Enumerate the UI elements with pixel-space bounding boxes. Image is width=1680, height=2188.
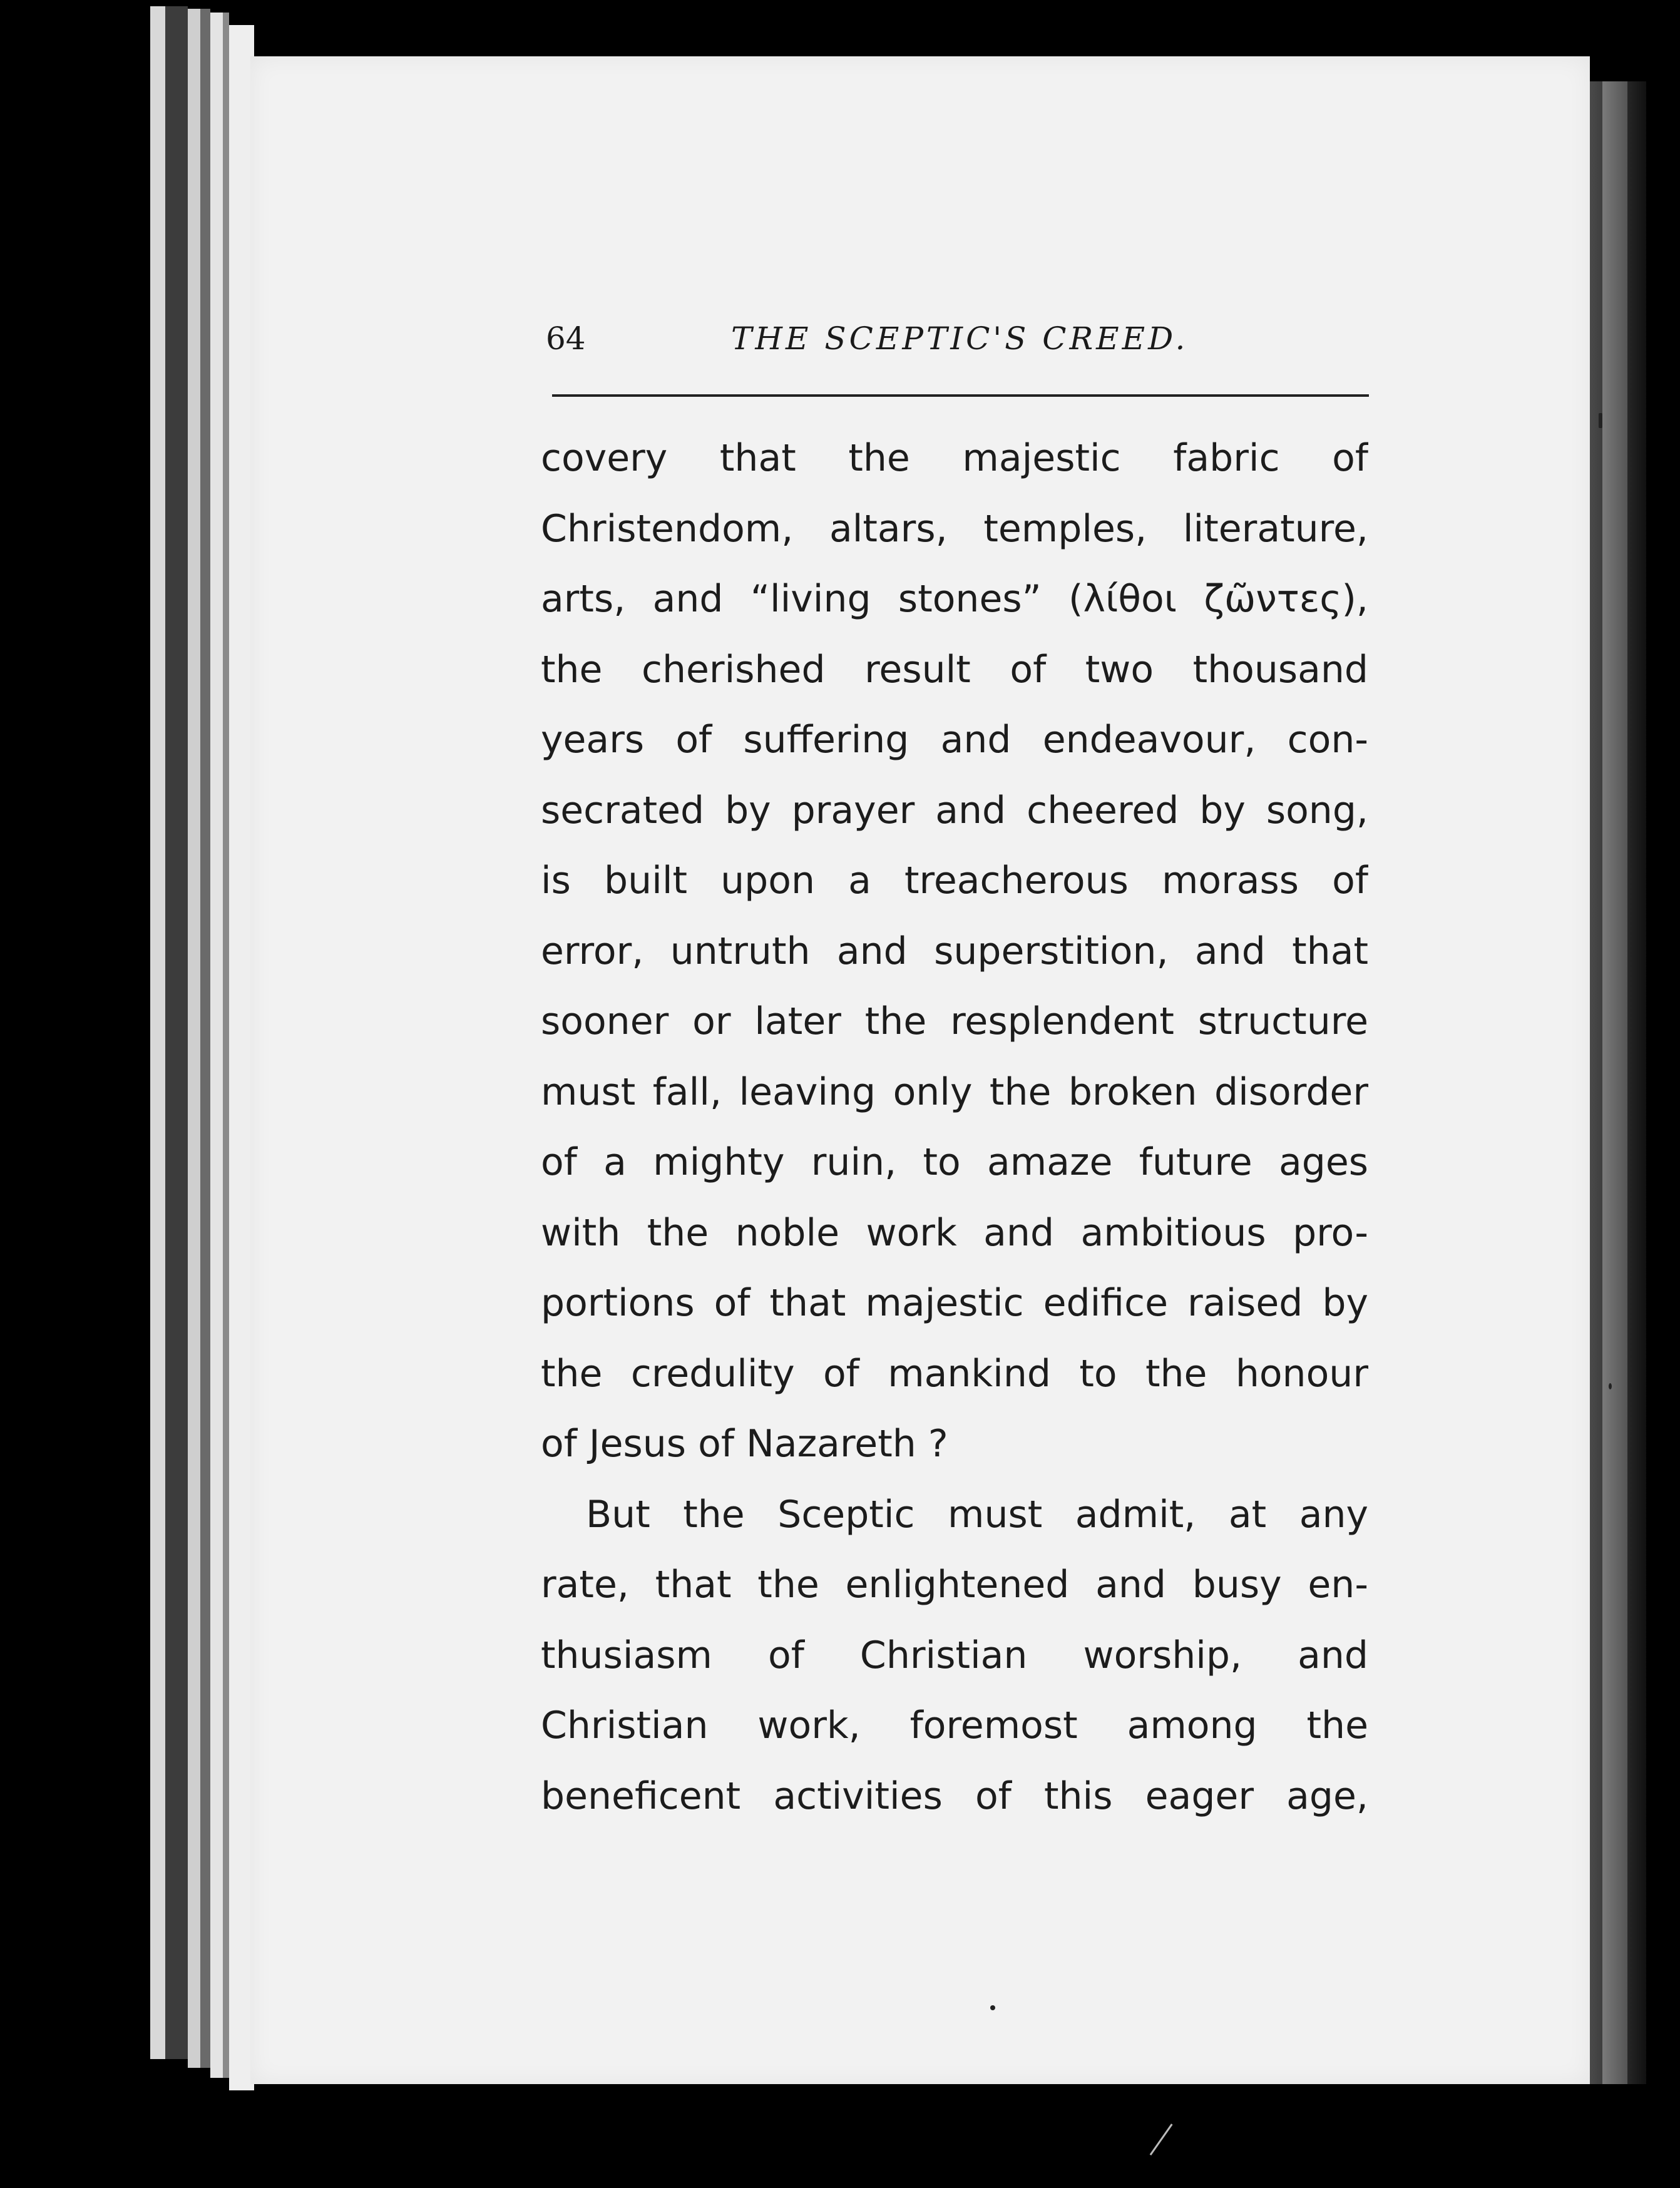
text-line: arts, and “living stones” (λίθοι ζῶντες), xyxy=(541,577,1368,621)
text-line: of a mighty ruin, to amaze future ages xyxy=(541,1140,1368,1184)
scan-speck xyxy=(1609,1383,1612,1389)
scan-speck xyxy=(990,2005,995,2010)
text-line: error, untruth and superstition, and that xyxy=(541,929,1368,973)
text-line: thusiasm of Christian worship, and xyxy=(541,1633,1368,1677)
right-page-edge xyxy=(1602,81,1627,2084)
scan-artifact xyxy=(1150,2124,1194,2170)
running-head: THE SCEPTIC'S CREED. xyxy=(731,320,1189,357)
page-edge xyxy=(210,13,223,2078)
paragraph-start-line: But the Sceptic must admit, at any xyxy=(586,1492,1368,1536)
scan-speck xyxy=(1599,413,1602,428)
text-line: covery that the majestic fabric of xyxy=(541,436,1368,480)
text-line: with the noble work and ambitious pro- xyxy=(541,1210,1368,1255)
paragraph-end-line: of Jesus of Nazareth ? xyxy=(541,1422,948,1466)
text-line: secrated by prayer and cheered by song, xyxy=(541,788,1368,832)
text-line: must fall, leaving only the broken disorder xyxy=(541,1070,1368,1114)
text-line: the credulity of mankind to the honour xyxy=(541,1351,1368,1396)
text-line: years of suffering and endeavour, con- xyxy=(541,718,1368,762)
text-line: the cherished result of two thousand xyxy=(541,647,1368,692)
page-edge xyxy=(188,9,200,2068)
page-number: 64 xyxy=(546,320,586,357)
text-line: is built upon a treacherous morass of xyxy=(541,859,1368,902)
page-edge-shadow xyxy=(223,13,229,2078)
page-edge xyxy=(150,6,165,2059)
header-rule xyxy=(552,394,1369,397)
text-line: rate, that the enlightened and busy en- xyxy=(541,1563,1368,1607)
text-line: Christendom, altars, temples, literature, xyxy=(541,506,1368,551)
text-line: sooner or later the resplendent structure xyxy=(541,999,1368,1043)
text-line: beneficent activities of this eager age, xyxy=(541,1774,1368,1818)
text-line: portions of that majestic edifice raised by xyxy=(541,1281,1368,1325)
body-text xyxy=(541,429,1368,1838)
text-line: Christian work, foremost among the xyxy=(541,1704,1368,1747)
page-header xyxy=(546,320,1372,371)
page-edge-shadow xyxy=(165,6,188,2059)
page-edge-shadow xyxy=(200,9,210,2068)
